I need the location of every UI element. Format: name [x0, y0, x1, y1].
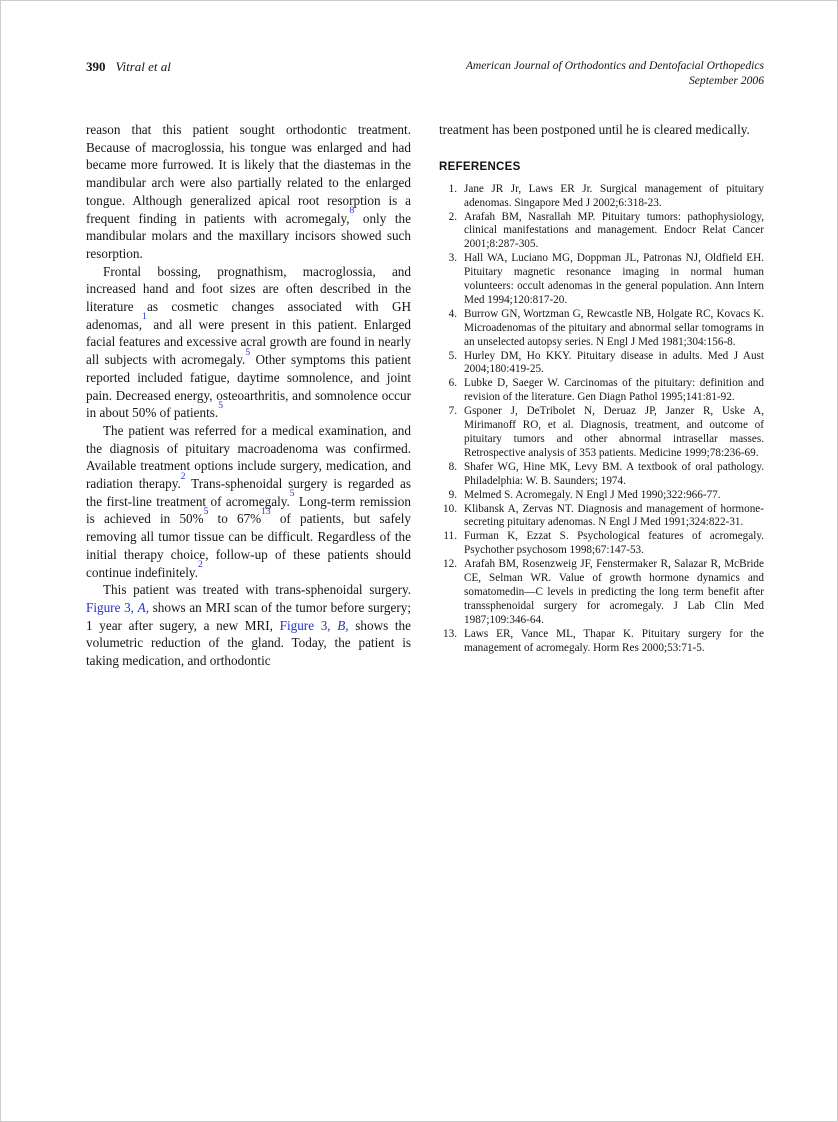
reference-item: [439, 350, 764, 378]
reference-number: 12.: [443, 558, 457, 571]
text-run: reason that this patient sought orthodontic treatment. Because of macroglossia, his tongue was enlarged and had became more furrowed. It is likely that the diastemas in the mandibular arch were also partially related to the enlarged tongue. Although generalized apical root resorption is a frequent finding in patients with acromegaly,: [86, 122, 411, 226]
citation-superscript[interactable]: 2: [180, 471, 186, 482]
reference-item: [439, 183, 764, 211]
journal-title: American Journal of Orthodontics and Dentofacial Orthopedics: [465, 59, 764, 72]
body-paragraph: [86, 263, 411, 422]
references-heading: REFERENCES: [439, 160, 521, 173]
text-run: shows the volumetric reduction of the gland. Today, the patient is taking medication, and orthodontic: [86, 617, 411, 669]
text-run: shows an MRI scan of the tumor before surgery; 1 year after sugery, a new MRI,: [86, 599, 411, 633]
reference-text: Arafah BM, Nasrallah MP. Pituitary tumors: pathophysiology, clinical manifestations and management. Endocr Relat Cancer 2001;8:287-305.: [464, 210, 764, 251]
reference-number: 7.: [448, 405, 457, 418]
reference-item: [439, 377, 764, 405]
reference-text: Laws ER, Vance ML, Thapar K. Pituitary surgery for the management of acromegaly. Horm Res 2000;53:71-5.: [464, 627, 764, 654]
reference-text: Klibansk A, Zervas NT. Diagnosis and management of hormone-secreting pituitary adenomas. N Engl J Med 1991;324:822-31.: [464, 502, 764, 529]
page-header: [86, 59, 764, 88]
reference-text: Shafer WG, Hine MK, Levy BM. A textbook of oral pathology. Philadelphia: W. B. Saunders; 1974.: [464, 460, 764, 487]
reference-text: Arafah BM, Rosenzweig JF, Fenstermaker R, Salazar R, McBride CE, Selman WR. Value of growth hormone dynamics and somatomedin—C levels in predicting the long term benefit after transsphenoidal surgery for acromegaly. J Lab Clin Med 1987;109:346-64.: [464, 558, 764, 626]
body-paragraph: [86, 422, 411, 581]
reference-number: 5.: [448, 349, 457, 362]
citation-superscript[interactable]: 1: [142, 312, 147, 323]
text-run: and all were present in this patient. Enlarged facial features and excessive acral growth are found in nearly all subjects with acromegaly.: [86, 316, 411, 368]
reference-text: Gsponer J, DeTribolet N, Deruaz JP, Janzer R, Uske A, Mirimanoff RO, et al. Diagnosis, treatment, and outcome of pituitary tumors and other abnormal intrasellar masses. Retrospective analysis of 353 patients. Medicine 1999;78:236-69.: [464, 405, 764, 459]
left-column: [86, 121, 411, 670]
text-run: Other symptoms this patient reported included fatigue, daytime somnolence, and joint pain. Decreased energy, osteoarthritis, and somnolence occur in about 50% of patients.: [86, 352, 411, 421]
reference-text: Burrow GN, Wortzman G, Rewcastle NB, Holgate RC, Kovacs K. Microadenomas of the pituitary and abnormal sellar tomograms in an unselected autopsy series. N Engl J Med 1981;304:156-8.: [464, 307, 764, 348]
reference-text: Hurley DM, Ho KKY. Pituitary disease in adults. Med J Aust 2004;180:419-25.: [464, 349, 764, 376]
reference-text: Melmed S. Acromegaly. N Engl J Med 1990;322:966-77.: [464, 488, 721, 501]
reference-number: 10.: [443, 502, 457, 515]
reference-text: Jane JR Jr, Laws ER Jr. Surgical management of pituitary adenomas. Singapore Med J 2002;6:318-23.: [464, 182, 764, 209]
reference-item: [439, 461, 764, 489]
text-run: This patient was treated with trans-sphenoidal surgery.: [103, 582, 411, 598]
reference-number: 4.: [448, 307, 457, 320]
references-list: [439, 183, 764, 656]
reference-item: [439, 530, 764, 558]
citation-superscript[interactable]: 8: [349, 206, 355, 217]
reference-item: [439, 489, 764, 503]
text-run: of patients, but safely removing all tumor tissue can be difficult. Regardless of the initial therapy choice, follow-up of these patients should continue indefinitely.: [86, 511, 411, 580]
text-run: only the mandibular molars and the maxillary incisors showed such resorption.: [86, 210, 411, 261]
text-run: treatment has been postponed until he is cleared medically.: [439, 122, 750, 137]
reference-item: [439, 628, 764, 656]
reference-number: 8.: [448, 460, 457, 473]
right-column: [439, 121, 764, 670]
reference-number: 3.: [448, 252, 457, 265]
reference-number: 13.: [443, 627, 457, 640]
running-head-right: [466, 59, 764, 88]
page-number: 390: [86, 59, 106, 74]
body-paragraph: [86, 121, 411, 263]
running-authors: Vitral et al: [115, 59, 171, 74]
citation-superscript[interactable]: 5: [218, 400, 223, 411]
reference-item: [439, 503, 764, 531]
figure-link[interactable]: Figure 3,: [86, 599, 138, 615]
reference-item: [439, 308, 764, 350]
text-run: to 67%: [208, 511, 262, 527]
reference-item: [439, 211, 764, 253]
running-head-left: [86, 59, 171, 75]
figure-link[interactable]: B,: [337, 617, 349, 633]
reference-number: 6.: [448, 377, 457, 390]
body-paragraph: [439, 121, 764, 139]
two-column-layout: [86, 121, 764, 670]
reference-text: Hall WA, Luciano MG, Doppman JL, Patronas NJ, Oldfield EH. Pituitary magnetic resonance imaging in normal human volunteers: occult adenomas in the general population. Ann Intern Med 1994;120:817-20.: [464, 252, 764, 306]
citation-superscript[interactable]: 5: [203, 507, 209, 518]
reference-number: 11.: [443, 530, 457, 543]
issue-date: September 2006: [688, 73, 764, 87]
reference-item: [439, 558, 764, 628]
reference-number: 9.: [448, 488, 457, 501]
citation-superscript[interactable]: 13: [261, 507, 271, 518]
text-run: Trans-sphenoidal surgery is regarded as the first-line treatment of acromegaly.: [86, 476, 411, 509]
reference-item: [439, 252, 764, 308]
figure-link[interactable]: Figure 3,: [279, 617, 338, 633]
citation-superscript[interactable]: 2: [197, 560, 203, 571]
reference-number: 2.: [448, 210, 457, 223]
citation-superscript[interactable]: 5: [245, 347, 251, 358]
text-run: Frontal bossing, prognathism, macroglossia, and increased hand and foot sizes are often described in the literature as cosmetic changes associated with GH adenomas,: [86, 263, 411, 332]
reference-item: [439, 405, 764, 461]
reference-text: Furman K, Ezzat S. Psychological features of acromegaly. Psychother psychosom 1998;67:147-53.: [464, 530, 764, 557]
right-column-text: [439, 121, 764, 139]
reference-text: Lubke D, Saeger W. Carcinomas of the pituitary: definition and revision of the literature. Gen Diagn Pathol 1995;141:81-92.: [464, 377, 764, 404]
reference-number: 1.: [448, 182, 457, 195]
figure-link[interactable]: A,: [137, 599, 150, 615]
text-run: Long-term remission is achieved in 50%: [86, 493, 411, 527]
citation-superscript[interactable]: 5: [289, 489, 295, 500]
body-paragraph: [86, 581, 411, 670]
text-run: The patient was referred for a medical examination, and the diagnosis of pituitary macroadenoma was confirmed. Available treatment options include surgery, medication, and radiation therapy.: [86, 422, 411, 492]
